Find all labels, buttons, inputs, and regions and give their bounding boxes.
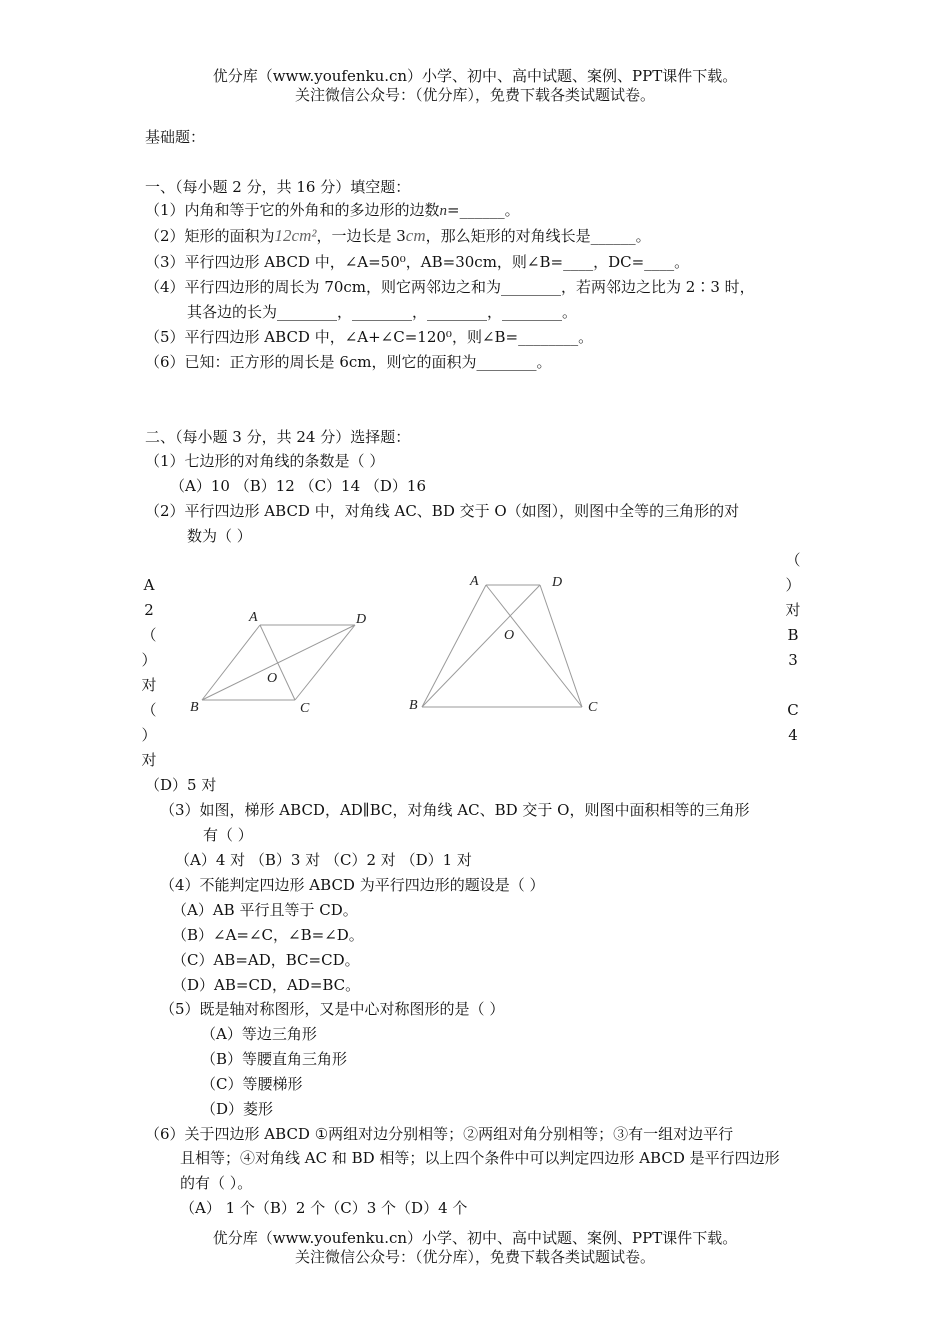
segment-dc (295, 625, 355, 700)
left-col-char: （ (141, 626, 157, 644)
part2-q6-line3: 的有（ ）。 (180, 1174, 253, 1192)
diagonal-ac (486, 585, 582, 707)
label-c: C (300, 701, 310, 716)
label-d: D (552, 575, 563, 590)
parallelogram-figure (180, 600, 380, 720)
label-b: B (190, 700, 199, 715)
part2-q4-option-c: （C）AB=AD，BC=CD。 (172, 951, 360, 969)
right-col-char: 3 (788, 651, 798, 669)
section-title: 基础题： (145, 128, 206, 146)
right-col-char: 对 (785, 601, 801, 619)
header-line-2: 关注微信公众号：（优分库），免费下载各类试题试卷。 (294, 86, 655, 104)
header-line-1: 优分库（www.youfenku.cn）小学、初中、高中试题、案例、PPT课件下载。 (212, 67, 738, 85)
right-option-column (783, 548, 803, 748)
footer-line-1: 优分库（www.youfenku.cn）小学、初中、高中试题、案例、PPT课件下载。 (212, 1229, 738, 1247)
part2-q5: （5）既是轴对称图形，又是中心对称图形的是（ ） (160, 1000, 505, 1018)
part2-title: 二、（每小题 3 分，共 24 分）选择题： (145, 428, 411, 446)
part2-q4: （4）不能判定四边形 ABCD 为平行四边形的题设是（ ） (160, 876, 545, 894)
part1-title: 一、（每小题 2 分，共 16 分）填空题： (145, 178, 411, 196)
label-d: D (356, 612, 367, 627)
label-a: A (470, 574, 479, 589)
left-col-char: 2 (144, 601, 154, 619)
left-col-char: ） (141, 726, 157, 744)
part1-q1: （1）内角和等于它的外角和的多边形的边数n=______。 (145, 201, 520, 219)
part2-q1: （1）七边形的对角线的条数是（ ） (145, 452, 385, 470)
right-col-char: （ (785, 551, 801, 569)
part2-q3-line2: 有（ ） (203, 826, 253, 844)
right-col-char: C (787, 701, 799, 719)
label-o: O (267, 671, 278, 686)
part1-q4-line1: （4）平行四边形的周长为 70cm，则它两邻边之和为________，若两邻边之比为 2∶3 时， (145, 278, 755, 296)
part2-q6-line1: （6）关于四边形 ABCD ①两组对边分别相等；②两组对角分别相等；③有一组对边平行 (145, 1125, 734, 1143)
part2-q3-line1: （3）如图，梯形 ABCD，AD∥BC，对角线 AC、BD 交于 O，则图中面积相等的三角形 (160, 801, 750, 819)
part1-q6: （6）已知：正方形的周长是 6cm，则它的面积为________。 (145, 353, 552, 371)
label-o: O (504, 628, 515, 643)
left-col-char: 对 (141, 676, 157, 694)
segment-dc (540, 585, 582, 707)
part1-q4-line2: 其各边的长为________，________，________，________。 (187, 303, 578, 321)
part2-q4-option-d: （D）AB=CD，AD=BC。 (172, 976, 361, 994)
part1-q3: （3）平行四边形 ABCD 中，∠A=50⁰，AB=30cm，则∠B=____，DC=____。 (145, 253, 690, 271)
right-col-char: B (787, 626, 799, 644)
left-col-char: 对 (141, 751, 157, 769)
part2-q5-option-d: （D）菱形 (201, 1100, 274, 1118)
left-col-char: A (143, 576, 155, 594)
part2-q4-option-b: （B）∠A=∠C，∠B=∠D。 (172, 926, 364, 944)
part1-q2: （2）矩形的面积为12cm²，一边长是 3cm，那么矩形的对角线长是______。 (145, 226, 651, 245)
part2-q5-option-a: （A）等边三角形 (201, 1025, 317, 1043)
part1-q5: （5）平行四边形 ABCD 中，∠A+∠C=120⁰，则∠B=________。 (145, 328, 594, 346)
part2-q4-option-a: （A）AB 平行且等于 CD。 (172, 901, 358, 919)
left-option-column (139, 573, 159, 773)
label-a: A (249, 610, 258, 625)
segment-ba (422, 585, 486, 707)
part2-q2-line1: （2）平行四边形 ABCD 中，对角线 AC、BD 交于 O（如图），则图中全等的三角形的对 (145, 502, 740, 520)
segment-ba (202, 625, 260, 700)
part2-q2-line2: 数为（ ） (187, 527, 252, 545)
diagonal-bd (422, 585, 540, 707)
part2-q1-options: （A）10 （B）12 （C）14 （D）16 (170, 477, 427, 495)
part2-q5-option-b: （B）等腰直角三角形 (201, 1050, 348, 1068)
part2-q6-options: （A） 1 个（B）2 个（C）3 个（D）4 个 (180, 1199, 468, 1217)
left-col-char: ） (141, 651, 157, 669)
part2-q6-line2: 且相等；④对角线 AC 和 BD 相等；以上四个条件中可以判定四边形 ABCD 是平行四边形 (180, 1149, 780, 1167)
part2-q5-option-c: （C）等腰梯形 (201, 1075, 303, 1093)
label-b: B (409, 698, 418, 713)
part2-q2-option-d: （D）5 对 (145, 776, 217, 794)
right-col-char (783, 673, 803, 698)
label-c: C (588, 700, 598, 715)
trapezoid-figure (400, 568, 610, 718)
right-col-char: 4 (788, 726, 798, 744)
diagonal-bd (202, 625, 355, 700)
right-col-char: ） (785, 576, 801, 594)
footer-line-2: 关注微信公众号：（优分库），免费下载各类试题试卷。 (294, 1248, 655, 1266)
part2-q3-options: （A）4 对 （B）3 对 （C）2 对 （D）1 对 (175, 851, 472, 869)
left-col-char: （ (141, 701, 157, 719)
